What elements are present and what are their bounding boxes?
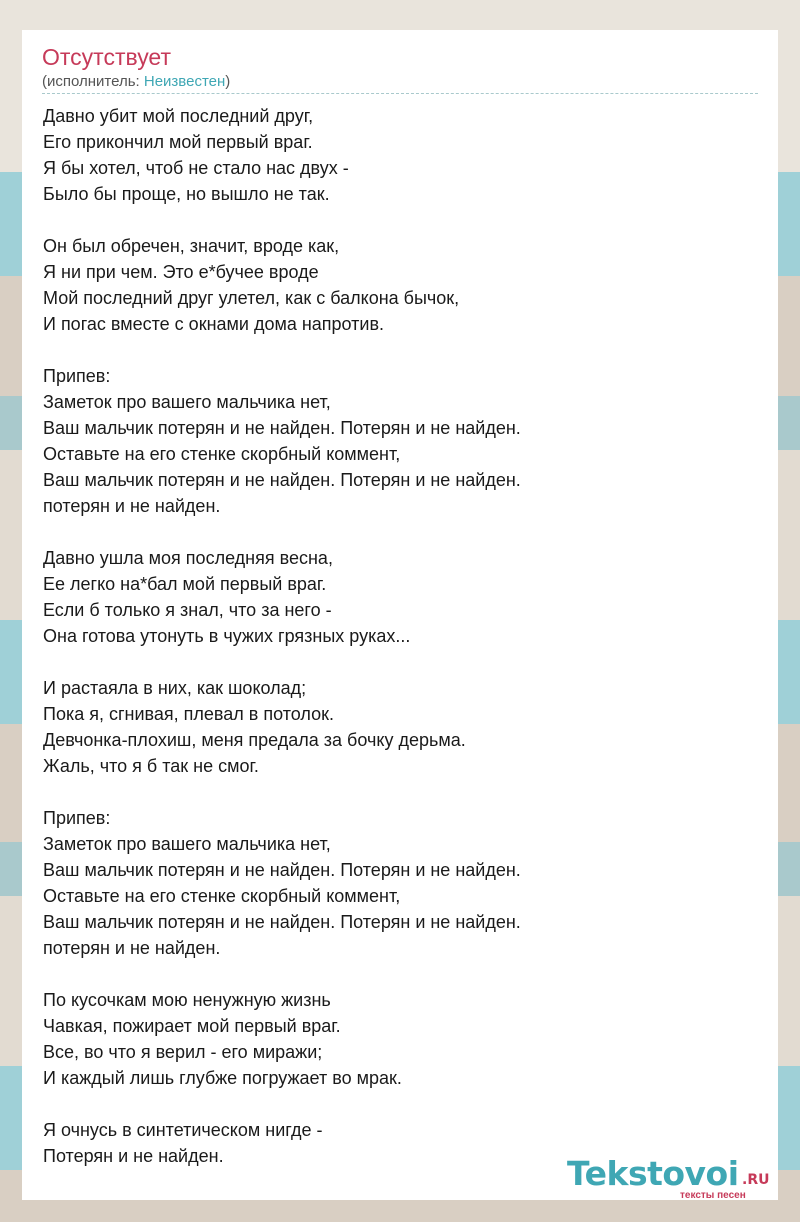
lyric-line: Девчонка-плохиш, меня предала за бочку дерьма.	[43, 730, 466, 750]
lyric-line: Оставьте на его стенке скорбный коммент,	[43, 444, 401, 464]
lyric-line: Давно ушла моя последняя весна,	[43, 548, 333, 568]
lyric-line: Я очнусь в синтетическом нигде -	[43, 1120, 323, 1140]
lyric-line: Я бы хотел, чтоб не стало нас двух -	[43, 158, 349, 178]
lyric-line: И каждый лишь глубже погружает во мрак.	[43, 1068, 402, 1088]
lyric-line: Ваш мальчик потерян и не найден. Потерян и не найден.	[43, 912, 521, 932]
lyric-line: потерян и не найден.	[43, 938, 221, 958]
lyric-line: Она готова утонуть в чужих грязных руках...	[43, 626, 411, 646]
lyrics-text	[43, 103, 763, 1169]
lyric-line: Мой последний друг улетел, как с балкона бычок,	[43, 288, 460, 308]
logo-tagline: тексты песен	[680, 1190, 746, 1201]
stanza-gap	[43, 519, 763, 545]
stanza-gap	[43, 1091, 763, 1117]
lyric-line: Он был обречен, значит, вроде как,	[43, 236, 340, 256]
lyric-line: Давно убит мой последний друг,	[43, 106, 314, 126]
site-logo[interactable]	[567, 1156, 777, 1200]
lyric-line: Припев:	[43, 366, 111, 386]
lyric-line: Жаль, что я б так не смог.	[43, 756, 259, 776]
header-divider	[42, 93, 758, 94]
stanza-gap	[43, 649, 763, 675]
artist-line	[42, 73, 230, 91]
lyric-line: По кусочкам мою ненужную жизнь	[43, 990, 331, 1010]
logo-tld: .RU	[742, 1172, 770, 1188]
lyric-line: Оставьте на его стенке скорбный коммент,	[43, 886, 401, 906]
stanza-gap	[43, 337, 763, 363]
lyric-line: Заметок про вашего мальчика нет,	[43, 834, 331, 854]
lyric-line: Его прикончил мой первый враг.	[43, 132, 313, 152]
lyric-line: Было бы проще, но вышло не так.	[43, 184, 330, 204]
lyric-line: И растаяла в них, как шоколад;	[43, 678, 307, 698]
lyric-line: Потерян и не найден.	[43, 1146, 224, 1166]
logo-main-text: Tekstovoi	[567, 1154, 739, 1193]
lyric-line: Чавкая, пожирает мой первый враг.	[43, 1016, 341, 1036]
lyric-line: Если б только я знал, что за него -	[43, 600, 332, 620]
stanza-gap	[43, 207, 763, 233]
lyric-line: потерян и не найден.	[43, 496, 221, 516]
lyrics-card	[22, 30, 778, 1200]
song-title: Отсутствует	[42, 44, 171, 70]
lyric-line: Все, во что я верил - его миражи;	[43, 1042, 323, 1062]
lyric-line: Я ни при чем. Это е*бучее вроде	[43, 262, 319, 282]
stanza-gap	[43, 779, 763, 805]
lyric-line: Заметок про вашего мальчика нет,	[43, 392, 331, 412]
lyric-line: Припев:	[43, 808, 111, 828]
lyric-line: И погас вместе с окнами дома напротив.	[43, 314, 385, 334]
artist-suffix: )	[225, 73, 231, 90]
lyric-line: Ее легко на*бал мой первый враг.	[43, 574, 327, 594]
lyric-line: Ваш мальчик потерян и не найден. Потерян и не найден.	[43, 470, 521, 490]
lyric-line: Ваш мальчик потерян и не найден. Потерян и не найден.	[43, 418, 521, 438]
lyric-line: Пока я, сгнивая, плевал в потолок.	[43, 704, 334, 724]
stanza-gap	[43, 961, 763, 987]
lyric-line: Ваш мальчик потерян и не найден. Потерян и не найден.	[43, 860, 521, 880]
artist-prefix: (исполнитель:	[42, 73, 144, 90]
artist-link[interactable]: Неизвестен	[143, 73, 226, 90]
